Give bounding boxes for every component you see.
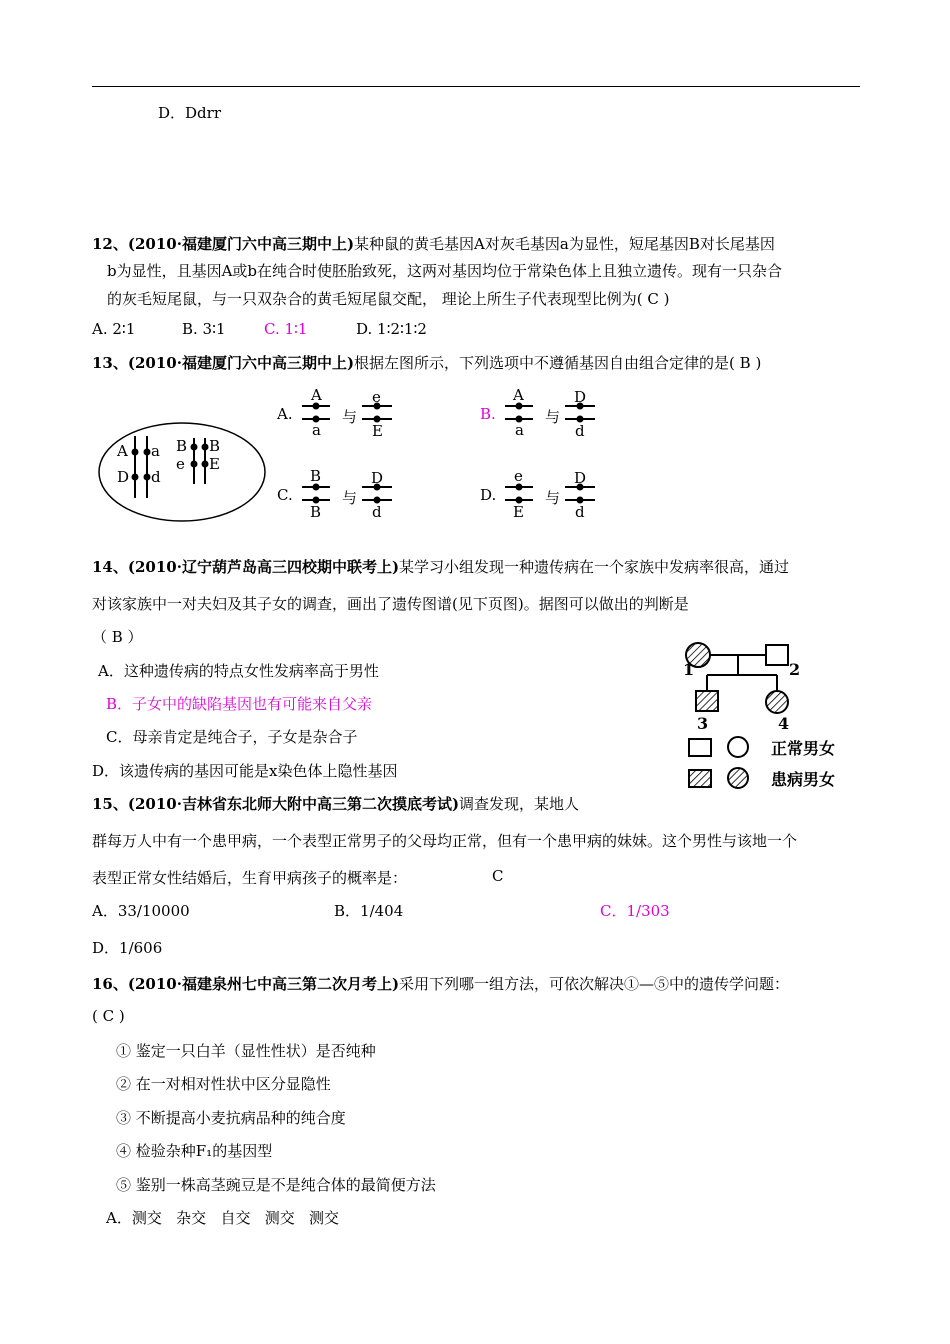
q14-line2: 对该家族中一对夫妇及其子女的调查，画出了遗传图谱(见下页图)。据图可以做出的判断是 bbox=[92, 595, 689, 613]
q14-option-c: C．母亲肯定是纯合子，子女是杂合子 bbox=[106, 728, 358, 746]
q13-option-c-figure bbox=[300, 466, 400, 522]
pedigree-chart bbox=[675, 635, 875, 795]
legend-affected-male bbox=[689, 770, 711, 787]
q13-option-d-figure bbox=[503, 466, 603, 522]
gene-label: e bbox=[372, 388, 381, 406]
gene-label: B bbox=[310, 503, 322, 521]
gene-locus bbox=[191, 444, 198, 451]
q14-option-a: A．这种遗传病的特点女性发病率高于男性 bbox=[98, 662, 379, 680]
gene-label: D bbox=[574, 388, 587, 406]
gene-label: B bbox=[176, 437, 188, 455]
affected-male-symbol bbox=[696, 691, 718, 711]
gene-label: D bbox=[371, 469, 384, 487]
q13-yu: 与 bbox=[545, 489, 561, 507]
gene-label: d bbox=[575, 422, 585, 440]
q13-option-b-figure bbox=[503, 385, 603, 441]
gene-locus bbox=[144, 474, 151, 481]
cell-diagram bbox=[96, 420, 268, 524]
gene-locus bbox=[144, 449, 151, 456]
q13-yu: 与 bbox=[342, 489, 358, 507]
legend-affected-female bbox=[728, 768, 748, 788]
normal-male-symbol bbox=[766, 645, 788, 665]
q14-option-b: B．子女中的缺陷基因也有可能来自父亲 bbox=[106, 695, 373, 713]
gene-locus bbox=[191, 461, 198, 468]
q16-header: 16、(2010·福建泉州七中高三第二次月考上) bbox=[92, 975, 400, 993]
chromosome-pair bbox=[565, 388, 595, 440]
q15-line2: 群每万人中有一个患甲病，一个表型正常男子的父母均正常，但有一个患甲病的妹妹。这个男性与该地一个 bbox=[92, 832, 798, 850]
q16-text: 采用下列哪一组方法，可依次解决①—⑤中的遗传学问题： bbox=[399, 975, 790, 993]
q16-item: ⑤ 鉴别一株高茎豌豆是不是纯合体的最简便方法 bbox=[116, 1176, 436, 1194]
q13-option-a: A. bbox=[277, 405, 293, 423]
pedigree-number: 2 bbox=[789, 660, 801, 679]
gene-label: D bbox=[117, 468, 130, 486]
q15-option-b: B．1/404 bbox=[334, 902, 404, 920]
q12-option-a: A. 2∶1 bbox=[92, 320, 136, 338]
q13-yu: 与 bbox=[545, 408, 561, 426]
chromosome-pair bbox=[302, 386, 330, 439]
gene-locus bbox=[132, 474, 139, 481]
chromosome-pair bbox=[505, 467, 533, 521]
gene-label: d bbox=[151, 468, 161, 486]
gene-label: B bbox=[310, 467, 322, 485]
gene-label: e bbox=[176, 455, 185, 473]
q15-option-a: A．33/10000 bbox=[92, 902, 190, 920]
q13-option-d: D. bbox=[480, 486, 497, 504]
legend-normal-female bbox=[728, 737, 748, 757]
q16-option-a: A．测交 杂交 自交 测交 测交 bbox=[106, 1209, 340, 1227]
q13-option-c: C. bbox=[277, 486, 293, 504]
chromosome-pair bbox=[505, 386, 533, 439]
q16-item: ② 在一对相对性状中区分显隐性 bbox=[116, 1075, 331, 1093]
gene-locus bbox=[202, 444, 209, 451]
q13-option-b: B. bbox=[480, 405, 496, 423]
chromosome-pair bbox=[302, 467, 330, 521]
q14-line1: 某学习小组发现一种遗传病在一个家族中发病率很高，通过 bbox=[399, 558, 790, 576]
q13-option-a-figure bbox=[300, 385, 400, 441]
legend-affected-label: 患病男女 bbox=[771, 770, 836, 789]
q12-header: 12、(2010·福建厦门六中高三期中上) bbox=[92, 235, 355, 253]
q15-line1: 调查发现，某地人 bbox=[459, 795, 580, 813]
gene-locus bbox=[202, 461, 209, 468]
q15-answer: C bbox=[492, 867, 504, 885]
pedigree-number: 3 bbox=[697, 714, 709, 733]
gene-label: d bbox=[372, 503, 382, 521]
q16-answer: ( C ) bbox=[92, 1007, 125, 1025]
gene-locus bbox=[132, 449, 139, 456]
gene-label: a bbox=[515, 421, 524, 439]
q14-header: 14、(2010·辽宁葫芦岛高三四校期中联考上) bbox=[92, 558, 400, 576]
chromosome-pair bbox=[565, 469, 595, 521]
legend-normal-label: 正常男女 bbox=[771, 739, 836, 758]
gene-label: e bbox=[514, 467, 523, 485]
chromosome-pair bbox=[362, 469, 392, 521]
q12-line2: b为显性，且基因A或b在纯合时使胚胎致死，这两对基因均位于常染色体上且独立遗传。现有一只杂合 bbox=[107, 262, 783, 280]
pedigree-number: 4 bbox=[778, 714, 790, 733]
gene-label: B bbox=[209, 437, 221, 455]
q12-line1: 某种鼠的黄毛基因A对灰毛基因a为显性，短尾基因B对长尾基因 bbox=[354, 235, 775, 253]
prev-option-d: D．Ddrr bbox=[158, 104, 221, 122]
q15-line3: 表型正常女性结婚后，生育甲病孩子的概率是： bbox=[92, 869, 408, 887]
q13-header: 13、(2010·福建厦门六中高三期中上) bbox=[92, 354, 355, 372]
gene-label: D bbox=[574, 469, 587, 487]
gene-label: a bbox=[151, 442, 160, 460]
gene-label: A bbox=[311, 386, 322, 404]
q12-option-d: D. 1∶2∶1∶2 bbox=[356, 320, 427, 338]
pedigree-number: 1 bbox=[683, 660, 695, 679]
q14-answer: （ B ） bbox=[92, 628, 143, 646]
q14-option-d: D．该遗传病的基因可能是x染色体上隐性基因 bbox=[92, 762, 398, 780]
q16-item: ③ 不断提高小麦抗病品种的纯合度 bbox=[116, 1109, 346, 1127]
gene-label: E bbox=[372, 422, 383, 440]
q12-line3: 的灰毛短尾鼠，与一只双杂合的黄毛短尾鼠交配， 理论上所生子代表现型比例为( C ) bbox=[107, 290, 670, 308]
q15-header: 15、(2010·吉林省东北师大附中高三第二次摸底考试) bbox=[92, 795, 460, 813]
affected-female-symbol bbox=[766, 691, 788, 713]
q12-option-c: C. 1∶1 bbox=[264, 320, 308, 338]
q15-option-c: C．1/303 bbox=[600, 902, 670, 920]
chromosome-pair bbox=[362, 388, 392, 440]
gene-label: E bbox=[209, 455, 220, 473]
gene-label: A bbox=[117, 442, 128, 460]
legend-normal-male bbox=[689, 739, 711, 756]
q13-yu: 与 bbox=[342, 408, 358, 426]
q15-option-d: D．1/606 bbox=[92, 939, 163, 957]
q16-item: ① 鉴定一只白羊（显性性状）是否纯种 bbox=[116, 1042, 376, 1060]
q16-item: ④ 检验杂种F₁的基因型 bbox=[116, 1142, 273, 1160]
gene-label: a bbox=[312, 421, 321, 439]
gene-label: A bbox=[513, 386, 524, 404]
q12-option-b: B. 3∶1 bbox=[182, 320, 226, 338]
q13-text: 根据左图所示，下列选项中不遵循基因自由组合定律的是( B ) bbox=[354, 354, 762, 372]
header-rule bbox=[92, 86, 860, 87]
gene-label: d bbox=[575, 503, 585, 521]
gene-label: E bbox=[513, 503, 524, 521]
